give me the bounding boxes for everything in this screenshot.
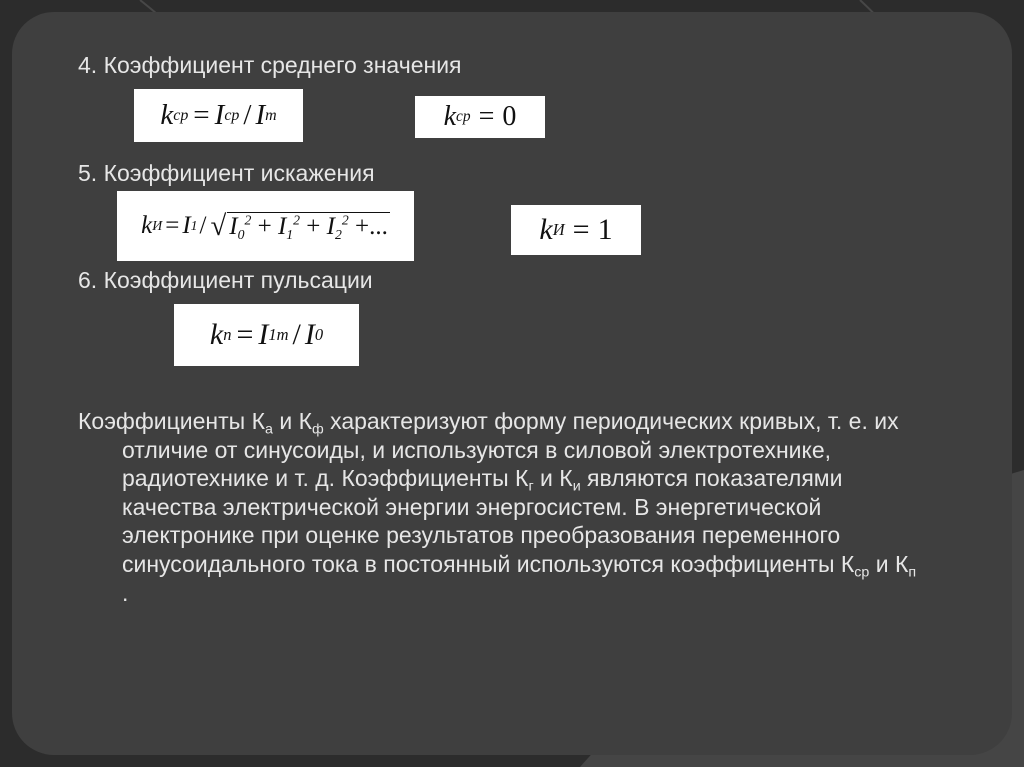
heading-distortion-coefficient: 5. Коэффициент искажения bbox=[78, 160, 375, 186]
formula-distortion-coefficient-definition: k И = I 1 / √ $I_0^2 + I_1^2 + I_2^2$ +... bbox=[117, 191, 414, 261]
formula-distortion-coefficient-sinusoid-value: k И = 1 bbox=[511, 205, 641, 255]
formula-ripple-coefficient-definition: k п = I 1т / I 0 bbox=[174, 304, 359, 366]
formula-mean-coefficient-sinusoid-value: k ср = 0 bbox=[415, 96, 545, 138]
heading-ripple-coefficient: 6. Коэффициент пульсации bbox=[78, 267, 373, 293]
heading-mean-coefficient: 4. Коэффициент среднего значения bbox=[78, 52, 462, 78]
explanation-paragraph: Коэффициенты $К_а$ и $К_ф$ характеризуют форму периодических кривых, т. е. их отличие от синусоиды, и используются в силовой электротехнике, радиотехнике и т. д. Коэффициенты $К_г$ и $К_и$ являются показателями качества электрической энергии энергосистем. В энергетической электронике при оценке результатов преобразования переменного синусоидального тока в постоянный используются коэффициенты $К_{ср}$ и $К_п$ . bbox=[78, 408, 917, 606]
formula-mean-coefficient-definition: k ср = I ср / I т bbox=[134, 89, 303, 142]
